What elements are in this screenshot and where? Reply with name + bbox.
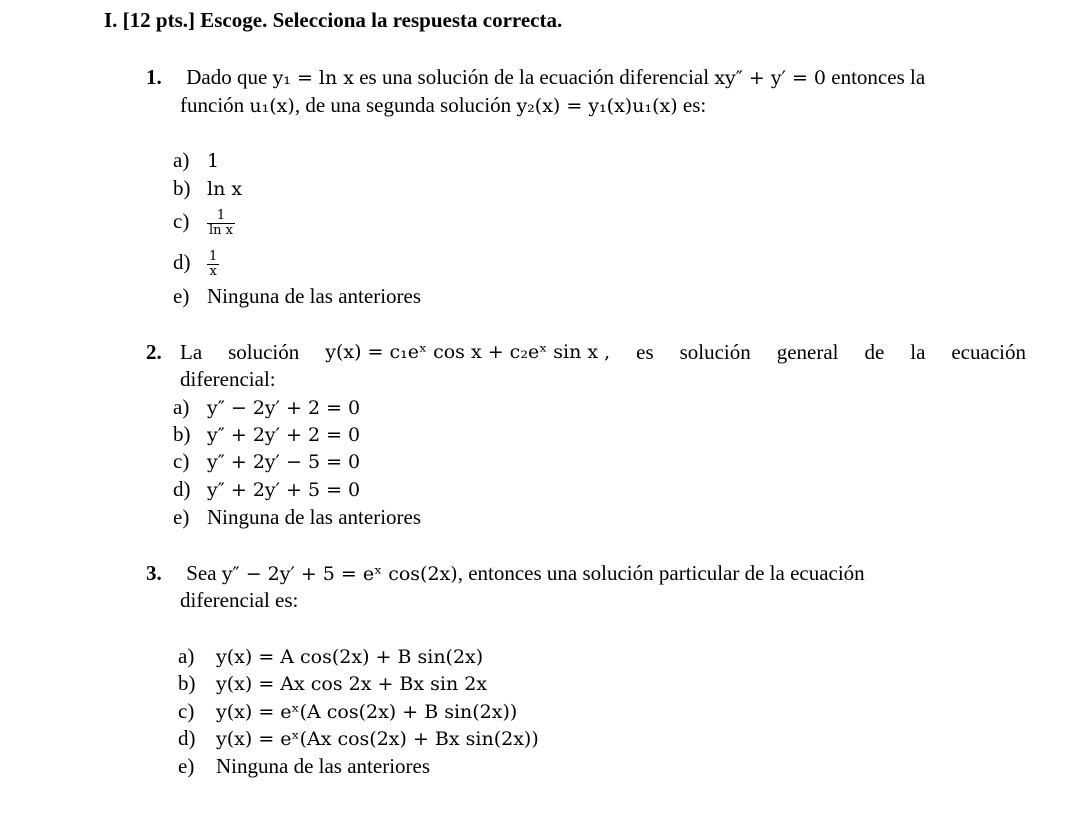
question-2-word: de: [864, 340, 885, 364]
section-header: I. [12 pts.] Escoge. Selecciona la respuesta correcta.: [104, 8, 563, 32]
question-2-word: solución: [679, 340, 751, 364]
question-1-line-2: [180, 92, 706, 119]
question-3-number: 3.: [146, 561, 162, 585]
question-1-u1: u₁(x): [249, 95, 295, 117]
option-letter: b): [178, 671, 196, 695]
question-1-y2-definition: y₂(x) = y₁(x)u₁(x): [516, 95, 678, 117]
option-value: y(x) = A cos(2x) + B sin(2x): [216, 646, 484, 668]
option-letter: d): [173, 477, 191, 501]
question-1-text: es una solución de la ecuación diferencial: [359, 65, 710, 89]
option-value: y″ + 2y′ − 5 = 0: [207, 451, 361, 473]
option-value: y(x) = eˣ(A cos(2x) + B sin(2x)): [216, 701, 518, 723]
question-2-word: general: [776, 340, 839, 364]
question-3-option-e[interactable]: [178, 753, 430, 779]
question-2-word: La: [180, 340, 203, 364]
question-3-line-1: [146, 560, 865, 587]
option-value: y(x) = Ax cos 2x + Bx sin 2x: [216, 673, 488, 695]
option-value: y″ − 2y′ + 2 = 0: [207, 397, 361, 419]
question-2-line-1: [146, 339, 162, 365]
option-value: ln x: [207, 178, 243, 200]
question-2-word: ecuación: [951, 340, 1026, 364]
option-fraction: [207, 250, 219, 279]
question-1-option-a[interactable]: [173, 147, 219, 174]
option-value: 1: [207, 150, 220, 172]
question-2-text-line-1: [180, 339, 1026, 365]
option-letter: e): [173, 284, 190, 308]
option-letter: a): [173, 395, 190, 419]
question-2-option-e[interactable]: [173, 504, 421, 530]
question-1-equation: xy″ + y′ = 0: [714, 67, 827, 89]
question-3-option-d[interactable]: [178, 725, 539, 752]
question-3-text: Sea: [186, 561, 217, 585]
question-1-text: función: [180, 93, 245, 117]
question-2-number: 2.: [146, 340, 162, 364]
question-1-option-c[interactable]: [173, 208, 235, 238]
fraction-numerator: 1: [216, 207, 226, 223]
question-2-word: la: [910, 340, 926, 364]
question-1-text: , de una segunda solución: [294, 93, 512, 117]
question-1-text: entonces la: [831, 65, 926, 89]
option-letter: b): [173, 422, 191, 446]
question-1-number: 1.: [146, 65, 162, 89]
question-1-option-e[interactable]: [173, 283, 421, 309]
option-letter: b): [173, 176, 191, 200]
question-1-text: Dado que: [186, 65, 268, 89]
option-letter: d): [173, 250, 191, 274]
option-value: Ninguna de las anteriores: [207, 505, 422, 529]
option-letter: c): [178, 699, 195, 723]
option-letter: e): [178, 754, 195, 778]
fraction-denominator: x: [209, 263, 217, 279]
question-3-line-2: diferencial es:: [180, 588, 299, 612]
question-1-text: es:: [682, 93, 707, 117]
option-letter: e): [173, 505, 190, 529]
question-3-option-b[interactable]: [178, 670, 487, 697]
option-letter: a): [178, 644, 195, 668]
option-value: Ninguna de las anteriores: [207, 284, 422, 308]
question-1-y1-definition: y₁ = ln x: [272, 67, 354, 89]
question-1-line-1: [146, 64, 925, 91]
option-letter: d): [178, 726, 196, 750]
question-3-equation: y″ − 2y′ + 5 = eˣ cos(2x): [221, 563, 458, 585]
option-value: y(x) = eˣ(Ax cos(2x) + Bx sin(2x)): [216, 728, 539, 750]
option-fraction: [207, 209, 235, 238]
question-1-option-b[interactable]: [173, 175, 242, 202]
option-letter: c): [173, 209, 190, 233]
question-2-option-a[interactable]: [173, 394, 360, 421]
question-2-solution: y(x) = c₁eˣ cos x + c₂eˣ sin x ,: [325, 341, 611, 363]
fraction-denominator: ln x: [209, 222, 233, 238]
question-1-option-d[interactable]: [173, 249, 219, 279]
option-value: Ninguna de las anteriores: [216, 754, 431, 778]
question-2-word: es: [636, 340, 654, 364]
option-letter: c): [173, 449, 190, 473]
option-letter: a): [173, 148, 190, 172]
fraction-numerator: 1: [209, 248, 218, 264]
question-3-text: , entonces una solución particular de la ecuación: [457, 561, 865, 585]
question-2-option-b[interactable]: [173, 421, 360, 448]
option-value: y″ + 2y′ + 2 = 0: [207, 424, 361, 446]
question-3-option-a[interactable]: [178, 643, 483, 670]
question-2-option-d[interactable]: [173, 476, 360, 503]
question-3-option-c[interactable]: [178, 698, 517, 725]
question-2-word: solución: [228, 340, 300, 364]
question-2-option-c[interactable]: [173, 448, 360, 475]
option-value: y″ + 2y′ + 5 = 0: [207, 479, 361, 501]
question-2-line-2: diferencial:: [180, 367, 276, 391]
